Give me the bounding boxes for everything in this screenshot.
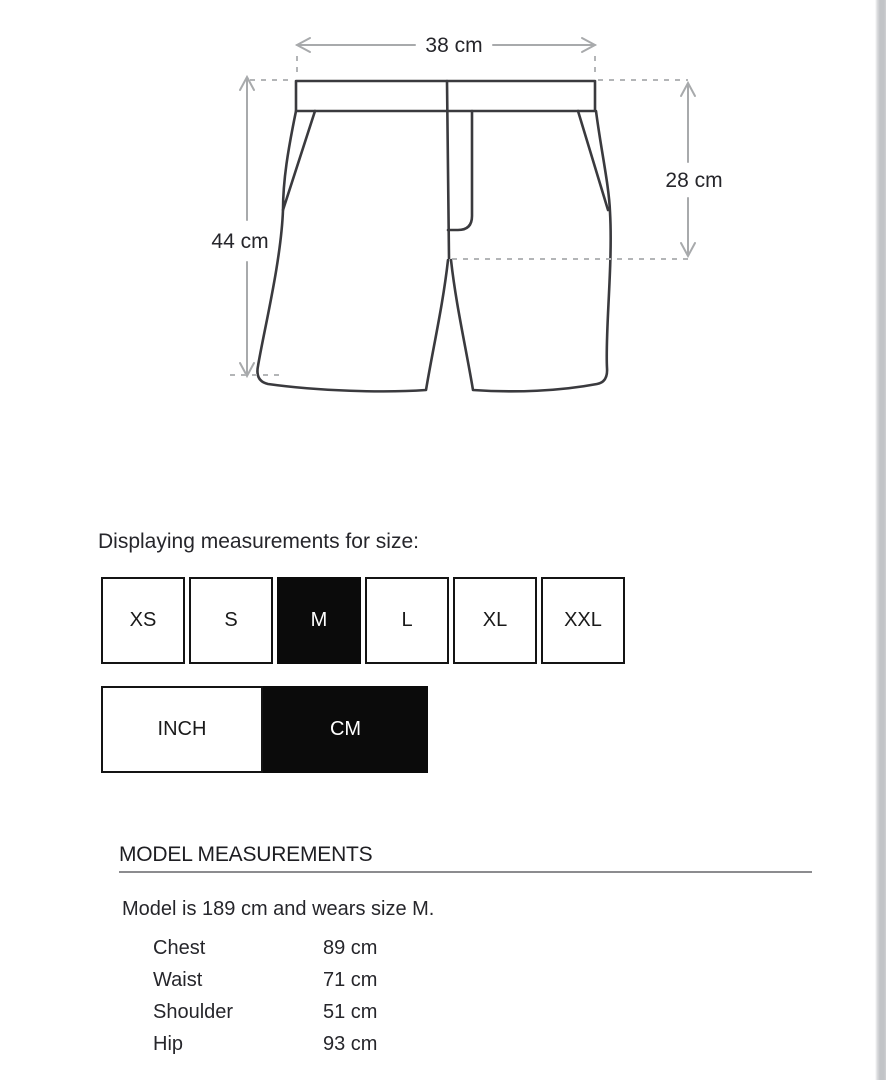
size-option-s[interactable]: S	[189, 577, 273, 664]
measurement-row	[153, 932, 377, 964]
size-option-m[interactable]: M	[277, 577, 361, 664]
measurement-value: 89 cm	[323, 936, 378, 959]
size-option-xl[interactable]: XL	[453, 577, 537, 664]
side-dimension-label: 28 cm	[665, 169, 723, 192]
side-dimension-arrow	[452, 80, 695, 259]
model-measurements-heading: MODEL MEASUREMENTS	[119, 843, 373, 866]
shorts-outline	[257, 81, 610, 391]
measurement-label: Shoulder	[153, 1000, 234, 1023]
measurement-label: Hip	[153, 1032, 184, 1055]
width-dimension-label: 38 cm	[425, 34, 483, 57]
length-dimension-label: 44 cm	[211, 230, 269, 253]
size-prompt: Displaying measurements for size:	[98, 530, 419, 553]
measurement-value: 51 cm	[323, 1000, 378, 1023]
measurement-row	[153, 996, 377, 1028]
size-selector	[101, 577, 625, 664]
measurement-value: 71 cm	[323, 968, 378, 991]
unit-option-inch[interactable]: INCH	[101, 686, 263, 773]
size-option-l[interactable]: L	[365, 577, 449, 664]
measurement-value: 93 cm	[323, 1032, 378, 1055]
unit-option-cm[interactable]: CM	[263, 686, 428, 773]
measurement-label: Waist	[153, 968, 203, 991]
unit-selector	[101, 686, 428, 773]
length-dimension-arrow	[230, 77, 294, 376]
model-description: Model is 189 cm and wears size M.	[122, 898, 435, 920]
heading-divider	[119, 871, 812, 873]
size-option-xs[interactable]: XS	[101, 577, 185, 664]
model-measurements-table	[153, 932, 377, 1060]
size-option-xxl[interactable]: XXL	[541, 577, 625, 664]
measurement-label: Chest	[153, 936, 206, 959]
shorts-diagram	[0, 0, 886, 470]
scrollbar[interactable]	[875, 0, 886, 1080]
measurement-row	[153, 1028, 377, 1060]
measurement-row	[153, 964, 377, 996]
